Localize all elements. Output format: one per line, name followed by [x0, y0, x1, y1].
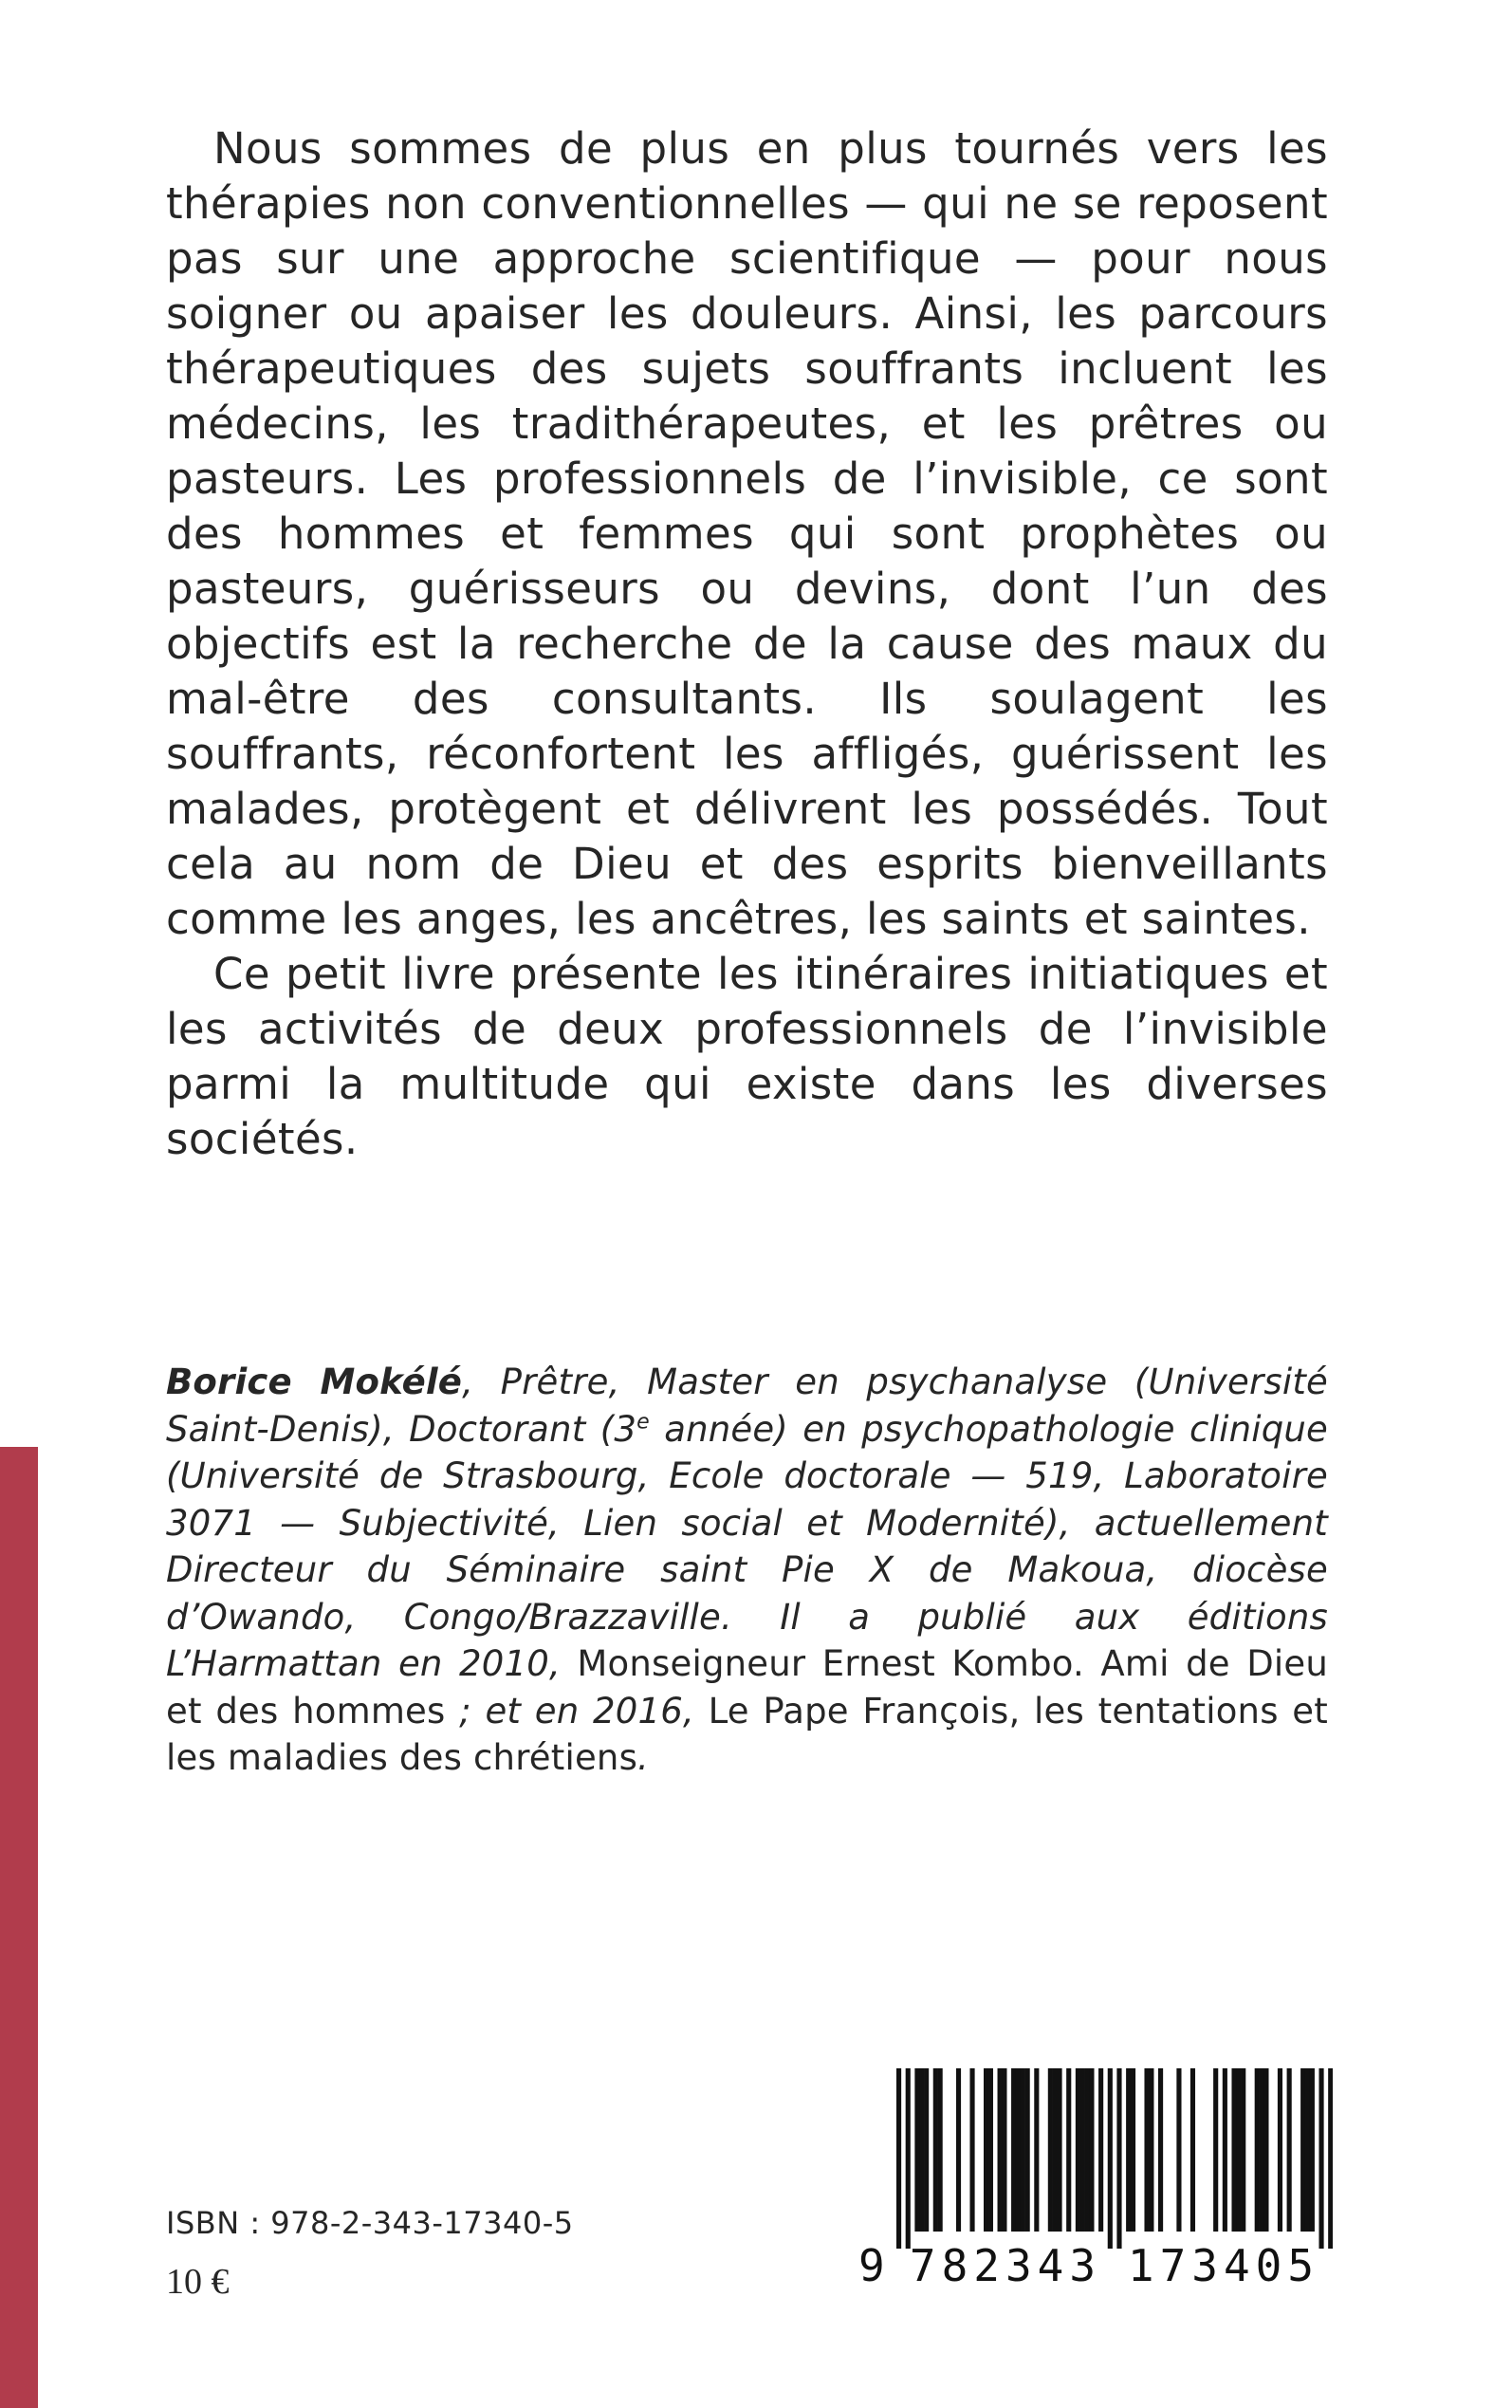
bio-book-title-1: Monseigneur Ernest Kombo. Ami de Dieu et des hommes [166, 1643, 1328, 1732]
barcode-bar [1263, 2068, 1268, 2232]
bio-text-2: année) en psychopathologie clinique (Université de Strasbourg, Ecole doctorale — 519, Laboratoire 3071 — Subjectivité, Lien social et Modernité), actuellement Directeur du Séminaire saint Pie X de Makoua, diocèse d’Owando, Congo/Brazzaville. Il a publié aux éditions L’Harmattan en 2010, [166, 1408, 1328, 1684]
barcode-bar [1241, 2068, 1245, 2232]
barcode-bar [933, 2068, 938, 2232]
barcode-bar [1085, 2068, 1090, 2232]
barcode-bar [896, 2068, 901, 2249]
accent-side-bar [0, 1447, 38, 2408]
isbn-number: ISBN : 978-2-343-17340-5 [166, 2205, 574, 2241]
barcode-bar [1057, 2068, 1061, 2232]
barcode-bar [1048, 2068, 1053, 2232]
barcode-bar [1260, 2068, 1264, 2232]
blurb [166, 121, 1328, 1167]
author-bio [166, 1359, 1328, 1782]
barcode-bar [1053, 2068, 1058, 2232]
barcode-bar [1213, 2068, 1218, 2232]
barcode-bar [919, 2068, 924, 2232]
price: 10 € [166, 2262, 230, 2302]
blurb-paragraph-1: Nous sommes de plus en plus tournés vers les thérapies non conventionnelles — qui ne se reposent pas sur une approche scientifique — pour nous soigner ou apaiser les douleurs. Ainsi, les parcours thérapeutiques des sujets souffrants incluent les médecins, les tradithérapeutes, et les prêtres ou pasteurs. Les professionnels de l’invisible, ce sont des hommes et femmes qui sont prophètes ou pasteurs, guérisseurs ou devins, dont l’un des objectifs est la recherche de la cause des maux du mal-être des consultants. Ils soulagent les souffrants, réconfortent les affligés, guérissent les malades, protègent et délivrent les possédés. Tout cela au nom de Dieu et des esprits bienveillants comme les anges, les ancêtres, les saints et saintes. [166, 123, 1328, 944]
barcode-bar [1149, 2068, 1153, 2232]
author-name: Borice Mokélé [166, 1361, 463, 1402]
barcode-bar [1066, 2068, 1071, 2232]
barcode-bar [1080, 2068, 1085, 2232]
barcode-bars [858, 2068, 1333, 2249]
barcode-digit-group-1: 782343 [909, 2240, 1102, 2291]
barcode-bar [956, 2068, 961, 2232]
barcode-bar [1310, 2068, 1315, 2232]
blurb-paragraph-2: Ce petit livre présente les itinéraires initiatiques et les activités de deux professionnels de l’invisible parmi la multitude qui existe dans les diverses sociétés. [166, 949, 1328, 1164]
barcode-bar [984, 2068, 988, 2232]
barcode-bar [1011, 2068, 1016, 2232]
barcode-bar [906, 2068, 911, 2249]
barcode-bar [1025, 2068, 1030, 2232]
barcode-bar [1300, 2068, 1305, 2232]
barcode-bar [1144, 2068, 1149, 2232]
barcode-bar [914, 2068, 919, 2232]
barcode-digits [858, 2239, 1333, 2292]
barcode-bar [1305, 2068, 1310, 2232]
barcode-bar [1089, 2068, 1094, 2232]
barcode [858, 2068, 1333, 2296]
barcode-bar [969, 2068, 974, 2232]
barcode-bar [1098, 2068, 1103, 2232]
bio-text-4: . [637, 1737, 650, 1778]
barcode-bar [1231, 2068, 1236, 2232]
bio-text-3: ; et en 2016, [445, 1690, 709, 1732]
barcode-bar [988, 2068, 993, 2232]
barcode-bar [1190, 2068, 1195, 2232]
barcode-bar [1016, 2068, 1021, 2232]
barcode-bar [1255, 2068, 1260, 2232]
barcode-bar [1002, 2068, 1006, 2232]
bio-text-1: , Prêtre, Master en psychanalyse (Université Saint-Denis), Doctorant (3 [166, 1361, 1328, 1450]
barcode-digit-group-2: 173405 [1127, 2240, 1320, 2291]
barcode-bar [998, 2068, 1003, 2232]
barcode-bar [1278, 2068, 1282, 2232]
barcode-lead-digit: 9 [858, 2240, 885, 2291]
barcode-bar [1126, 2068, 1131, 2232]
barcode-bar [1287, 2068, 1292, 2232]
barcode-bar [1176, 2068, 1181, 2232]
barcode-bar [1108, 2068, 1113, 2249]
barcode-bar [1158, 2068, 1163, 2232]
barcode-bar [938, 2068, 943, 2232]
bio-superscript: e [636, 1410, 650, 1435]
barcode-bar [1131, 2068, 1135, 2232]
barcode-bar [1076, 2068, 1080, 2232]
barcode-bar [1034, 2068, 1039, 2232]
barcode-bar [1223, 2068, 1227, 2232]
bio-book-title-2: Le Pape François, les tentations et les maladies des chrétiens [166, 1690, 1328, 1778]
barcode-bar [1318, 2068, 1323, 2249]
barcode-bar [1116, 2068, 1121, 2249]
barcode-bar [1021, 2068, 1025, 2232]
barcode-bar [1328, 2068, 1333, 2249]
barcode-bar [1236, 2068, 1241, 2232]
barcode-bar [924, 2068, 929, 2232]
